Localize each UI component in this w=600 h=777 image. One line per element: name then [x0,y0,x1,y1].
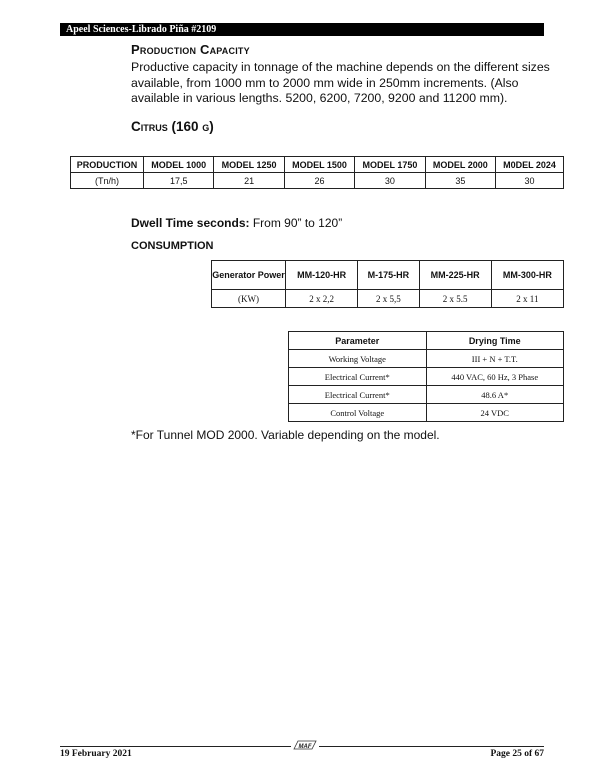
consumption-title: CONSUMPTION [131,240,214,252]
table-header-cell: MM-300-HR [491,261,563,290]
table-cell: 30 [355,173,425,189]
table-header-row [212,261,564,290]
table-cell: Working Voltage [289,350,427,368]
table-cell: 30 [496,173,564,189]
logo-text: MAF [298,744,312,750]
header-title: Apeel Sciences-Librado Piña #2109 [66,24,217,35]
table-header-cell: MODEL 2000 [425,157,495,173]
logo-icon [292,738,318,752]
table-cell: 24 VDC [426,404,564,422]
table-header-cell: MODEL 1750 [355,157,425,173]
table-header-cell: MM-225-HR [419,261,491,290]
table-row [289,368,564,386]
citrus-capacity-table [70,156,564,189]
table-cell: 2 x 5,5 [358,290,419,308]
table-row [212,290,564,308]
footer-date: 19 February 2021 [60,749,132,759]
table-header-cell: Drying Time [426,332,564,350]
table-cell: (KW) [212,290,286,308]
table-header-cell: Generator Power [212,261,286,290]
intro-paragraph: Productive capacity in tonnage of the machine depends on the different sizes available, from 1000 mm to 2000 mm wide in 250mm increments. (Also available in various lengths. 5200, 6200, 7200, 9200 and 11200 mm). [131,60,550,105]
table-header-cell: MODEL 1500 [284,157,354,173]
table-header-row [71,157,564,173]
table-header-cell: M0DEL 2024 [496,157,564,173]
table-cell: 2 x 5.5 [419,290,491,308]
table-row [289,404,564,422]
table-header-cell: M-175-HR [358,261,419,290]
page-number: Page 25 of 67 [490,749,544,759]
dwell-time-value: From 90” to 120” [249,216,343,230]
footnote: *For Tunnel MOD 2000. Variable depending on the model. [131,428,440,442]
table-header-cell: MODEL 1000 [144,157,214,173]
dwell-time [131,216,342,230]
table-header-cell: Parameter [289,332,427,350]
table-cell: 26 [284,173,354,189]
table-cell: Control Voltage [289,404,427,422]
table-cell: 35 [425,173,495,189]
company-logo [291,737,319,753]
table-cell: 21 [214,173,284,189]
table-cell: 17,5 [144,173,214,189]
table-cell: 440 VAC, 60 Hz, 3 Phase [426,368,564,386]
document-header [60,23,544,36]
table-cell: 2 x 2,2 [286,290,358,308]
dwell-time-label: Dwell Time seconds: [131,216,250,230]
table-row [289,386,564,404]
section-title: Production Capacity [131,42,250,57]
table-cell: 2 x 11 [491,290,563,308]
table-cell: 48.6 A* [426,386,564,404]
table-cell: Electrical Current* [289,386,427,404]
electrical-parameters-table [288,331,564,422]
table-cell: Electrical Current* [289,368,427,386]
table-row [71,173,564,189]
table-cell: (Tn/h) [71,173,144,189]
table-row [289,350,564,368]
citrus-title: Citrus (160 g) [131,119,214,134]
table-header-cell: MODEL 1250 [214,157,284,173]
table-cell: III + N + T.T. [426,350,564,368]
consumption-table [211,260,564,308]
table-header-cell: MM-120-HR [286,261,358,290]
table-header-cell: PRODUCTION [71,157,144,173]
table-header-row [289,332,564,350]
